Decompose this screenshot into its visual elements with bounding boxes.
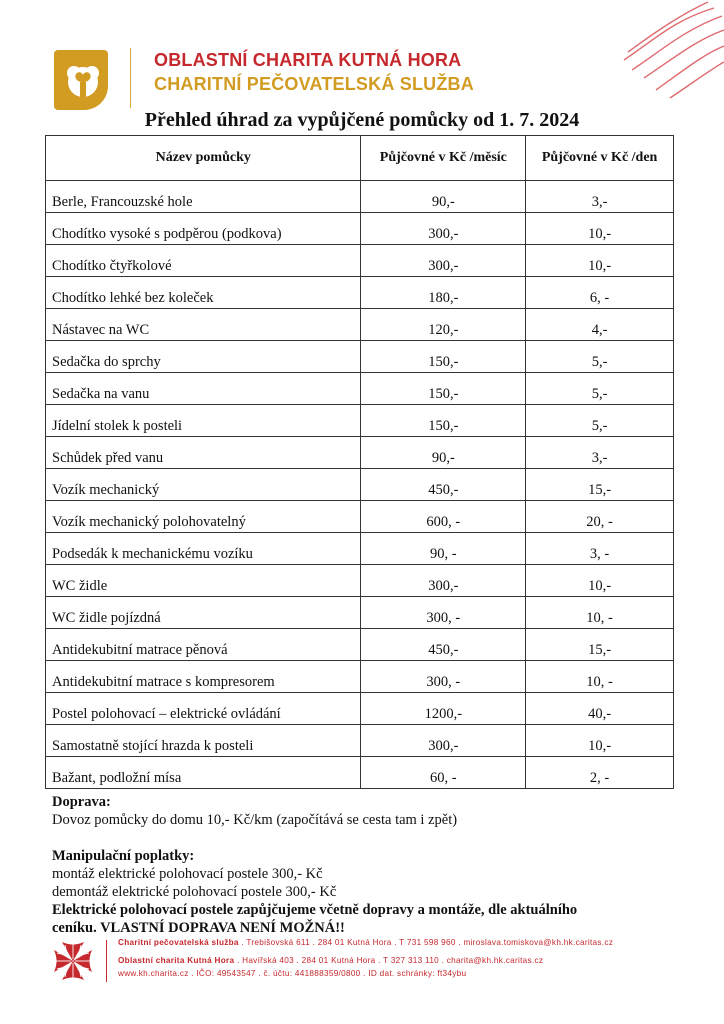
page-title: Přehled úhrad za vypůjčené pomůcky od 1. 7. 2024 xyxy=(144,109,580,131)
column-header-monthly: Půjčovné v Kč /měsíc xyxy=(361,136,526,181)
table-row xyxy=(46,501,674,533)
table-row xyxy=(46,725,674,757)
table-row xyxy=(46,309,674,341)
monthly-price-cell: 450,- xyxy=(361,469,526,501)
item-name-cell: Podsedák k mechanickému vozíku xyxy=(46,533,361,565)
footer-service-name: Charitní pečovatelská služba xyxy=(118,938,239,947)
column-header-item: Název pomůcky xyxy=(46,136,361,181)
monthly-price-cell: 300,- xyxy=(361,725,526,757)
monthly-price-cell: 300, - xyxy=(361,661,526,693)
transport-heading: Doprava: xyxy=(52,794,111,810)
table-row xyxy=(46,693,674,725)
daily-price-cell: 10,- xyxy=(526,725,674,757)
item-name-cell: Bažant, podložní mísa xyxy=(46,757,361,789)
item-name-cell: Sedačka na vanu xyxy=(46,373,361,405)
daily-price-cell: 5,- xyxy=(526,341,674,373)
table-row xyxy=(46,245,674,277)
monthly-price-cell: 150,- xyxy=(361,341,526,373)
footer-organization-contact: . Havířská 403 . 284 01 Kutná Hora . T 327 313 110 . charita@kh.hk.caritas.cz xyxy=(234,956,544,965)
table-row xyxy=(46,373,674,405)
table-row xyxy=(46,437,674,469)
monthly-price-cell: 90,- xyxy=(361,181,526,213)
item-name-cell: Nástavec na WC xyxy=(46,309,361,341)
table-row xyxy=(46,565,674,597)
daily-price-cell: 10, - xyxy=(526,661,674,693)
org-name-line1: OBLASTNÍ CHARITA KUTNÁ HORA xyxy=(154,50,462,70)
monthly-price-cell: 120,- xyxy=(361,309,526,341)
item-name-cell: Chodítko čtyřkolové xyxy=(46,245,361,277)
fee-disassembly: demontáž elektrické polohovací postele 300,- Kč xyxy=(52,884,337,900)
item-name-cell: Antidekubitní matrace s kompresorem xyxy=(46,661,361,693)
decorative-stripes-icon xyxy=(604,0,724,100)
footer xyxy=(50,938,710,984)
daily-price-cell: 20, - xyxy=(526,501,674,533)
logo-divider xyxy=(130,48,131,108)
table-row xyxy=(46,405,674,437)
footer-line-registration: www.kh.charita.cz . IČO: 49543547 . č. účtu: 441888359/0800 . ID dat. schránky: ft34ybu xyxy=(118,969,467,978)
column-header-daily: Půjčovné v Kč /den xyxy=(526,136,674,181)
monthly-price-cell: 1200,- xyxy=(361,693,526,725)
monthly-price-cell: 300,- xyxy=(361,245,526,277)
monthly-price-cell: 60, - xyxy=(361,757,526,789)
item-name-cell: Chodítko vysoké s podpěrou (podkova) xyxy=(46,213,361,245)
notice-line2: ceníku. VLASTNÍ DOPRAVA NENÍ MOŽNÁ!! xyxy=(52,920,345,936)
table-row xyxy=(46,661,674,693)
monthly-price-cell: 90,- xyxy=(361,437,526,469)
monthly-price-cell: 180,- xyxy=(361,277,526,309)
daily-price-cell: 15,- xyxy=(526,469,674,501)
item-name-cell: Jídelní stolek k posteli xyxy=(46,405,361,437)
daily-price-cell: 4,- xyxy=(526,309,674,341)
daily-price-cell: 5,- xyxy=(526,405,674,437)
notice-line1: Elektrické polohovací postele zapůjčujeme včetně dopravy a montáže, dle aktuálního xyxy=(52,902,578,918)
item-name-cell: Berle, Francouzské hole xyxy=(46,181,361,213)
footer-line-organization xyxy=(118,956,543,965)
price-table-body xyxy=(46,181,674,789)
footer-line-service xyxy=(118,938,613,947)
footer-service-contact: . Trebišovská 611 . 284 01 Kutná Hora . T 731 598 960 . miroslava.tomiskova@kh.hk.caritas.cz xyxy=(238,938,614,947)
table-row xyxy=(46,181,674,213)
table-row xyxy=(46,213,674,245)
item-name-cell: WC židle pojízdná xyxy=(46,597,361,629)
monthly-price-cell: 300,- xyxy=(361,213,526,245)
fee-assembly: montáž elektrické polohovací postele 300,- Kč xyxy=(52,866,323,882)
daily-price-cell: 3,- xyxy=(526,181,674,213)
daily-price-cell: 10,- xyxy=(526,245,674,277)
price-table xyxy=(45,135,674,789)
org-name-line2: CHARITNÍ PEČOVATELSKÁ SLUŽBA xyxy=(154,74,474,94)
item-name-cell: Postel polohovací – elektrické ovládání xyxy=(46,693,361,725)
table-row xyxy=(46,757,674,789)
table-row xyxy=(46,629,674,661)
table-row xyxy=(46,469,674,501)
table-row xyxy=(46,341,674,373)
daily-price-cell: 6, - xyxy=(526,277,674,309)
monthly-price-cell: 300, - xyxy=(361,597,526,629)
item-name-cell: Chodítko lehké bez koleček xyxy=(46,277,361,309)
daily-price-cell: 40,- xyxy=(526,693,674,725)
monthly-price-cell: 90, - xyxy=(361,533,526,565)
footer-divider xyxy=(106,940,107,982)
monthly-price-cell: 450,- xyxy=(361,629,526,661)
daily-price-cell: 10,- xyxy=(526,565,674,597)
notes-section xyxy=(52,793,672,937)
charita-cross-icon xyxy=(50,938,96,984)
table-row xyxy=(46,277,674,309)
item-name-cell: Vozík mechanický xyxy=(46,469,361,501)
table-header-row xyxy=(46,136,674,181)
charita-logo-icon xyxy=(50,46,112,110)
daily-price-cell: 3,- xyxy=(526,437,674,469)
item-name-cell: Vozík mechanický polohovatelný xyxy=(46,501,361,533)
table-row xyxy=(46,533,674,565)
daily-price-cell: 2, - xyxy=(526,757,674,789)
table-row xyxy=(46,597,674,629)
item-name-cell: Schůdek před vanu xyxy=(46,437,361,469)
monthly-price-cell: 150,- xyxy=(361,405,526,437)
daily-price-cell: 3, - xyxy=(526,533,674,565)
fees-heading: Manipulační poplatky: xyxy=(52,848,195,864)
daily-price-cell: 10, - xyxy=(526,597,674,629)
monthly-price-cell: 300,- xyxy=(361,565,526,597)
transport-text: Dovoz pomůcky do domu 10,- Kč/km (započítává se cesta tam i zpět) xyxy=(52,812,458,828)
item-name-cell: Sedačka do sprchy xyxy=(46,341,361,373)
item-name-cell: WC židle xyxy=(46,565,361,597)
monthly-price-cell: 600, - xyxy=(361,501,526,533)
daily-price-cell: 15,- xyxy=(526,629,674,661)
footer-organization-name: Oblastní charita Kutná Hora xyxy=(118,956,235,965)
daily-price-cell: 5,- xyxy=(526,373,674,405)
monthly-price-cell: 150,- xyxy=(361,373,526,405)
item-name-cell: Samostatně stojící hrazda k posteli xyxy=(46,725,361,757)
organization-name xyxy=(154,48,474,96)
daily-price-cell: 10,- xyxy=(526,213,674,245)
item-name-cell: Antidekubitní matrace pěnová xyxy=(46,629,361,661)
